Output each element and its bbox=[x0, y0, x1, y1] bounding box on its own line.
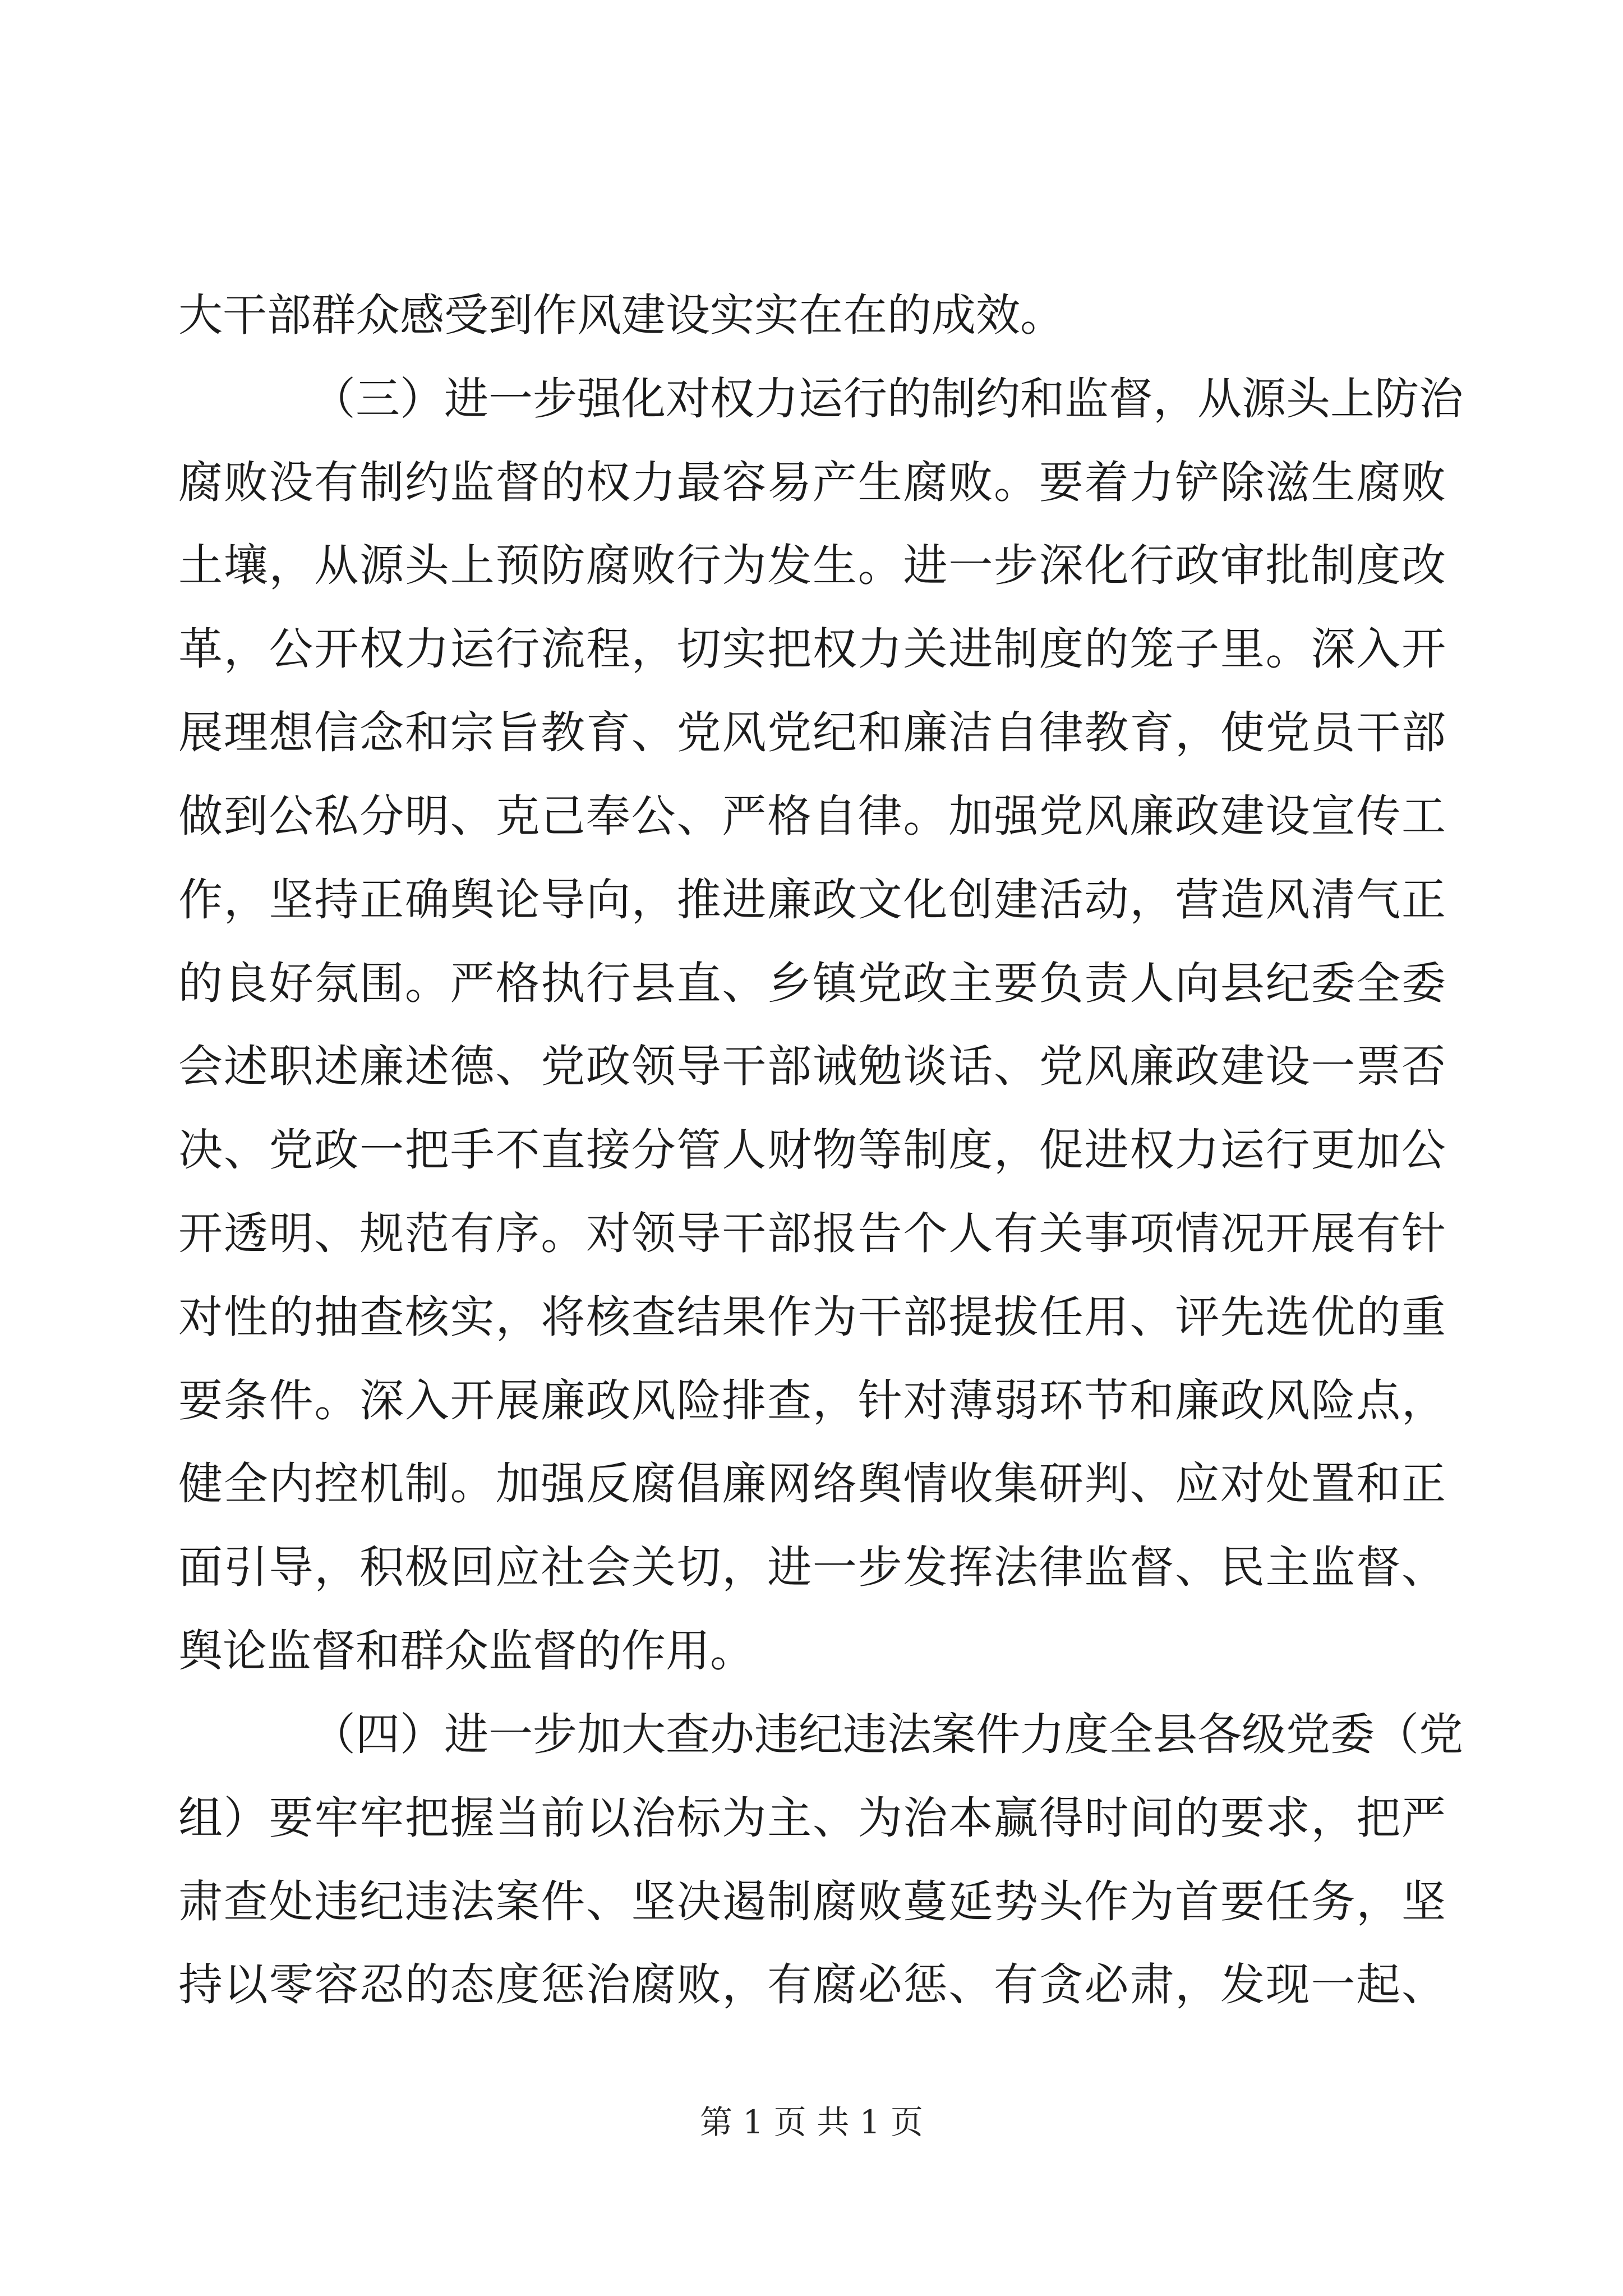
body-text-line: 对性的抽查核实，将核查结果作为干部提拔任用、评先选优的重 bbox=[178, 1291, 1446, 1343]
body-text-line: 肃查处违纪违法案件、坚决遏制腐败蔓延势头作为首要任务，坚 bbox=[178, 1876, 1446, 1927]
page-footer: 第 1 页 共 1 页 bbox=[700, 2103, 923, 2141]
body-text-line: 的良好氛围。严格执行县直、乡镇党政主要负责人向县纪委全委 bbox=[178, 958, 1446, 1009]
body-text-line: 会述职述廉述德、党政领导干部诫勉谈话、党风廉政建设一票否 bbox=[178, 1041, 1446, 1092]
body-text-line: 革，公开权力运行流程，切实把权力关进制度的笼子里。深入开 bbox=[178, 623, 1446, 675]
body-text-line: （三）进一步强化对权力运行的制约和监督，从源头上防治 bbox=[311, 373, 1463, 425]
body-text-line: 腐败没有制约监督的权力最容易产生腐败。要着力铲除滋生腐败 bbox=[178, 457, 1446, 508]
body-text-line: 作，坚持正确舆论导向，推进廉政文化创建活动，营造风清气正 bbox=[178, 874, 1446, 926]
body-text-line: 做到公私分明、克己奉公、严格自律。加强党风廉政建设宣传工 bbox=[178, 790, 1446, 842]
body-text-line: 大干部群众感受到作风建设实实在在的成效。 bbox=[178, 289, 1064, 341]
body-text-line: 健全内控机制。加强反腐倡廉网络舆情收集研判、应对处置和正 bbox=[178, 1458, 1446, 1510]
body-text-line: 持以零容忍的态度惩治腐败，有腐必惩、有贪必肃，发现一起、 bbox=[178, 1959, 1446, 2010]
body-text-line: 要条件。深入开展廉政风险排查，针对薄弱环节和廉政风险点， bbox=[178, 1375, 1446, 1427]
body-text-line: 面引导，积极回应社会关切，进一步发挥法律监督、民主监督、 bbox=[178, 1542, 1446, 1593]
body-text-line: 开透明、规范有序。对领导干部报告个人有关事项情况开展有针 bbox=[178, 1208, 1446, 1259]
body-text-line: 舆论监督和群众监督的作用。 bbox=[178, 1625, 754, 1677]
body-text-line: 组）要牢牢把握当前以治标为主、为治本赢得时间的要求，把严 bbox=[178, 1792, 1446, 1844]
body-text-line: 展理想信念和宗旨教育、党风党纪和廉洁自律教育，使党员干部 bbox=[178, 707, 1446, 758]
body-text-line: 决、党政一把手不直接分管人财物等制度，促进权力运行更加公 bbox=[178, 1124, 1446, 1176]
body-text-line: （四）进一步加大查办违纪违法案件力度全县各级党委（党 bbox=[311, 1709, 1463, 1760]
body-text-line: 土壤，从源头上预防腐败行为发生。进一步深化行政审批制度改 bbox=[178, 540, 1446, 591]
